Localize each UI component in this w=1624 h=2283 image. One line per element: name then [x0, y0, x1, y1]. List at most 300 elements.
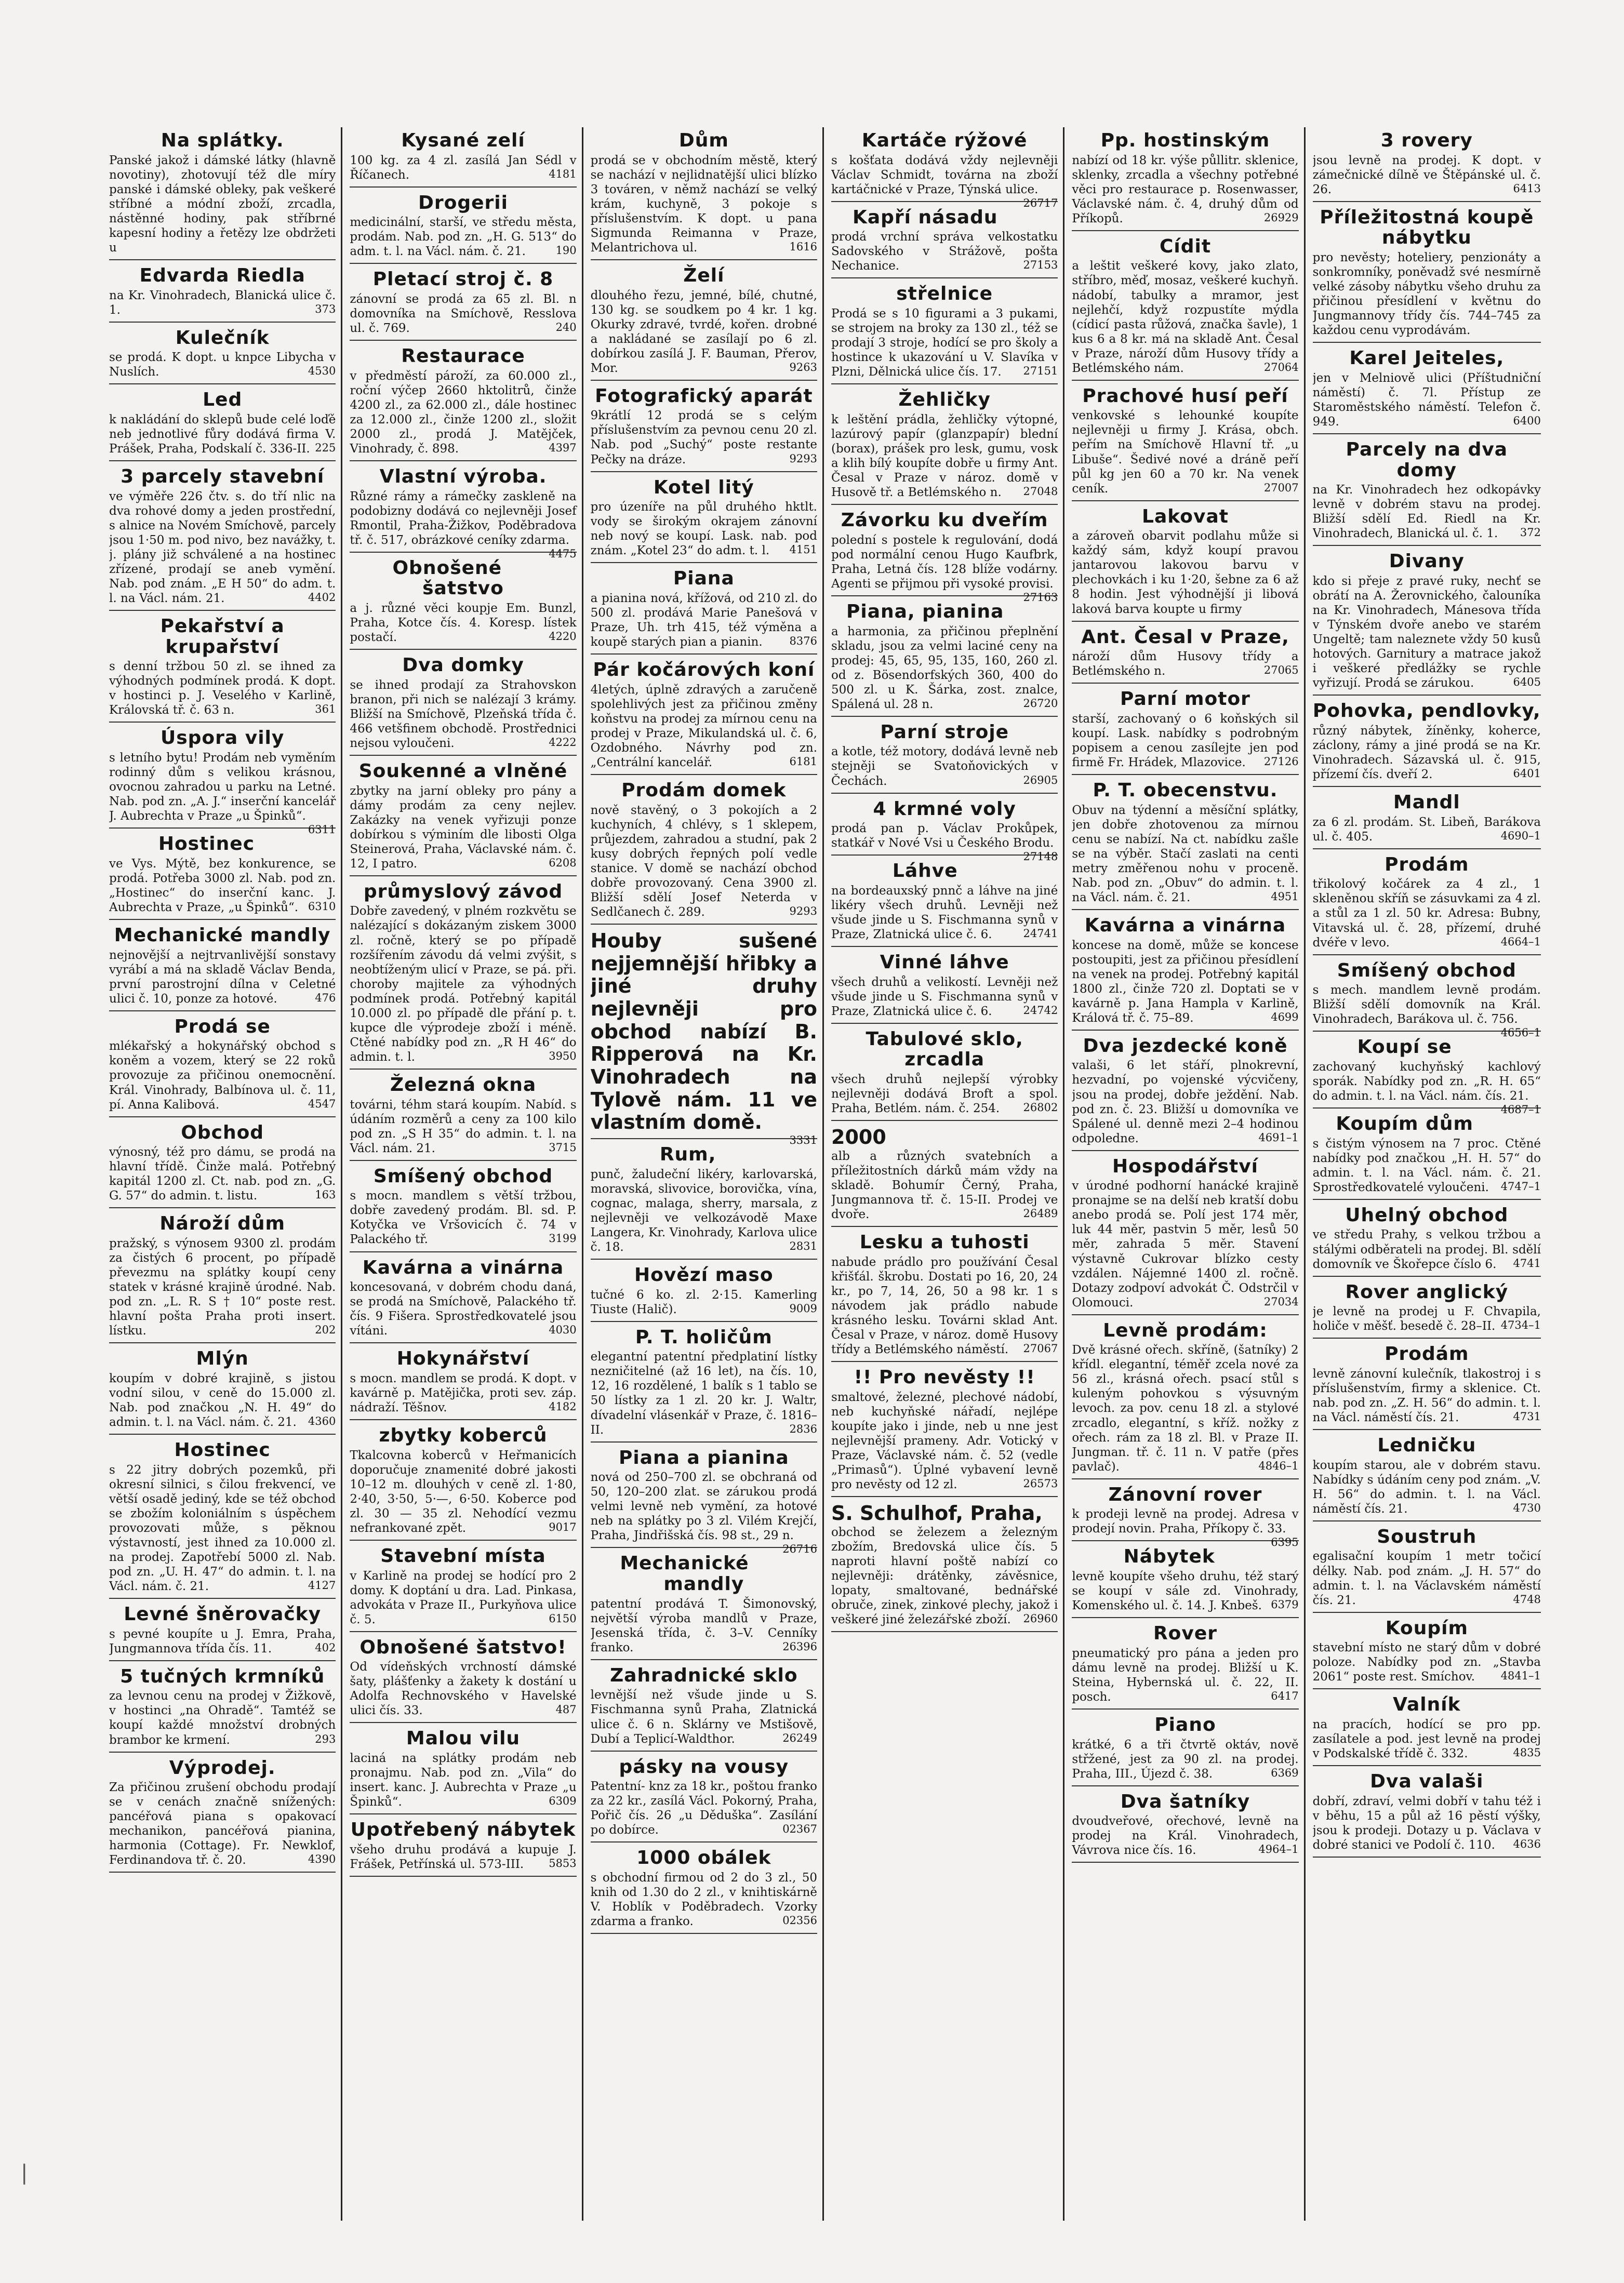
ad-text	[1072, 259, 1298, 375]
ad-title: Pohovka, pendlovky,	[1312, 700, 1541, 722]
ad-body: medicinální, starší, ve středu města, prodám. Nab. pod zn. „H. G. 513“ do adm. t. l. na Václ. nám. č. 21.	[350, 216, 577, 259]
classified-ad	[1313, 1111, 1541, 1200]
ad-code: 4220	[549, 630, 577, 643]
ad-title: Kapří násadu	[852, 206, 998, 228]
ad-text	[109, 1689, 336, 1747]
ad-text	[831, 1149, 1058, 1222]
classified-ad	[109, 1601, 336, 1661]
ad-code: 27163	[1023, 591, 1058, 604]
ad-code: 5853	[549, 1857, 577, 1870]
ad-title: Příležitostná koupě nábytku	[1320, 206, 1534, 249]
classified-ad	[109, 613, 336, 723]
ad-code: 26396	[782, 1640, 817, 1653]
ad-body: pro úzeníře na půl druhého hktlt. vody se širokým okrajem zánovní neb nový se koupí. Lask. nab. pod znám. „Kotel 23“ do adm. t. l.	[590, 500, 817, 558]
ad-body: zbytky na jarní obleky pro pány a dámy prodám za ceny nejlev. Zakázky na venek vyřizuji ponze dobírkou s výminím dle libosti Olga Steinerová, Praha, Václavské nám. č. 12, I patro.	[350, 784, 577, 871]
classified-ad	[1072, 1712, 1298, 1786]
classified-ad	[831, 796, 1058, 863]
ad-text	[1313, 483, 1541, 541]
ad-text	[1072, 712, 1298, 770]
ad-text	[109, 1039, 336, 1112]
ad-text	[1312, 1060, 1541, 1116]
ad-body: pro nevěsty; hoteliery, penzionáty a sonkromníky, poněvadž své nesmírně velké zásoby nábytku všeho druhu za přičinou přesídlení v květnu do Jungmannovy třídy čís. 744–745 za každou cenu vyprodávám.	[1312, 250, 1541, 338]
ad-code: 2831	[789, 1240, 817, 1252]
ad-title: Žehličky	[898, 389, 991, 411]
ad-text	[109, 659, 336, 717]
ad-code: 6369	[1271, 1766, 1299, 1779]
ad-code: 4748	[1513, 1593, 1541, 1606]
ad-code: 6208	[549, 856, 577, 869]
ad-body: s obchodní firmou od 2 do 3 zl., 50 knih od 1.30 do 2 zl., v knihtiskárně V. Hoblík v Poděbradech. Vzorky zdarma a franko.	[590, 1871, 817, 1929]
ad-body: prodá pan p. Václav Prokůpek, statkář v Nové Vsi u Českého Brodu.	[831, 822, 1058, 850]
ad-code: 4734–1	[1500, 1319, 1541, 1332]
ad-code: 4360	[308, 1415, 336, 1428]
ad-code: 4664–1	[1500, 935, 1541, 948]
ad-code: 3715	[549, 1141, 577, 1154]
classified-ad	[831, 386, 1058, 505]
ad-text	[109, 1236, 336, 1338]
ad-text	[591, 1350, 817, 1437]
ad-title: Led	[203, 389, 243, 411]
classified-ad	[1072, 1543, 1298, 1618]
ad-text	[350, 369, 576, 456]
classified-ad	[109, 463, 336, 611]
ad-title: Dva šatníky	[1120, 1791, 1250, 1812]
ad-title: pásky na vousy	[619, 1756, 789, 1778]
ad-body: nabízí od 18 kr. výše půllitr. sklenice, sklenky, zrcadla a všechny potřebné věci pro restaurace p. Rosenwasser, Václavské nám. č. 4, druhý dům od Příkopů.	[1072, 153, 1299, 225]
ad-code: 4687–1	[1500, 1103, 1541, 1116]
classified-ad	[590, 927, 817, 1147]
ad-text	[1072, 649, 1298, 678]
ad-title: Nábytek	[1123, 1546, 1215, 1568]
ad-body: v Karlině na prodej se hodící pro 2 domy. K doptání u dra. Lad. Pinkasa, advokáta v Praze II., Purkyňova ulice č. 5.	[350, 1569, 577, 1626]
ad-body: krátké, 6 a tři čtvrtě oktáv, nově střžené, jest za 90 zl. na prodej. Praha, III., Újezd č. 38.	[1072, 1738, 1299, 1781]
ad-text	[831, 153, 1058, 209]
ad-title: Pletací stroj č. 8	[372, 269, 554, 290]
ad-body: prodá se v obchodním městě, který se nachází v nejlidnatější ulici blízko 3 továren, v němž nachází se velký krám, kuchyně, 3 pokoje s příslušenstvím. K dopt. u pana Sigmunda Reimanna v Praze, Melantrichova ul.	[590, 153, 817, 255]
ad-title: Koupí se	[1357, 1036, 1452, 1058]
ad-code: 402	[315, 1641, 336, 1654]
classified-ad	[109, 1755, 336, 1873]
classified-ad	[1312, 957, 1541, 1039]
classified-ad	[109, 1119, 336, 1209]
ad-body: levně koupíte všeho druhu, též starý se koupí v sále zd. Vinohrady, Komenského ul. č. 14. J. Knbeš.	[1072, 1570, 1299, 1613]
classified-ad	[1072, 624, 1298, 684]
ad-code: 476	[315, 991, 336, 1004]
ad-body: k leštění prádla, žehličky výtopné, lazúrový papír (glanzpapír) blední (borax), prášek pro lesk, gumu, vosk a klih bílý koupíte dobře u firmy Ant. Česal v Praze v nároz. domě v Husově tř. a Betlémského n.	[831, 412, 1058, 500]
ad-title: Levně prodám:	[1103, 1319, 1268, 1341]
classified-ad	[1072, 1317, 1298, 1479]
ad-title: Kartáče rýžové	[861, 130, 1028, 151]
ad-text	[350, 1371, 576, 1415]
ad-code: 9009	[789, 1302, 817, 1315]
ad-code: 4951	[1271, 890, 1299, 903]
ad-body: Od vídeňských vrchností dámské šaty, plášťenky a žakety k dostání u Adolfa Rechnovského v Havelské ulici čís. 33.	[350, 1660, 577, 1718]
ad-body: prodá vrchní správa velkostatku Sadovského v Strážově, pošta Nechanice.	[831, 230, 1058, 273]
ad-column	[350, 127, 583, 2221]
ad-body: s mocn. mandlem s větší tržbou, dobře zavedený prodám. Bl. sd. P. Kotyčka ve Vršovicích č. 74 v Palackého tř.	[350, 1189, 577, 1247]
ad-column	[1313, 127, 1546, 2221]
ad-title: Pár kočárových koní	[593, 659, 815, 681]
ad-body: k prodeji levně na prodej. Adresa v prodejí novin. Praha, Příkopy č. 33.	[1072, 1507, 1299, 1536]
ad-title: Hovězí maso	[634, 1264, 774, 1286]
ad-code: 26929	[1263, 211, 1299, 224]
ad-body: Obuv na týdenní a měsíční splátky, jen dobře zhotovenou za mírnou cenu se nabízí. Na ct. nabídku zašle se na výběr. Stačí zaslati na centi metry změřenou nohu v proceně. Nab. pod zn. „Obuv“ do admin. t. l. na Václ. nám. č. 21.	[1072, 803, 1299, 904]
ad-text	[831, 975, 1058, 1019]
ad-title: Na splátky.	[161, 130, 284, 151]
ad-code: 27148	[1023, 850, 1058, 863]
ad-text	[1072, 153, 1298, 226]
classified-ad	[590, 1445, 817, 1556]
ad-title: Hospodářství	[1112, 1155, 1259, 1177]
classified-ad	[350, 1634, 576, 1724]
classified-ad	[350, 1543, 576, 1632]
ad-body: dlouhého řezu, jemné, bílé, chutné, 130 kg. se soudkem po 4 kr. 1 kg. Okurky zdravé, tvrdé, kořen. drobné a nakládané se zasílají po 6 zl. dobírkou zasílá J. F. Bauman, Přerov, Mor.	[590, 288, 817, 375]
ad-code: 26573	[1023, 1477, 1058, 1490]
classified-ad	[1313, 1279, 1541, 1339]
ad-body: koupím v dobré krajině, s jistou vodní silou, v ceně do 15.000 zl. Nab. pod značkou „N. H. 49“ do admin. t. l. na Václ. nám. č. 21.	[109, 1371, 336, 1430]
ad-title: Prodám	[1385, 853, 1469, 875]
ad-headline: S. Schulhof, Praha,	[831, 1501, 1043, 1525]
ad-text	[350, 1189, 576, 1247]
classified-ad	[831, 281, 1058, 384]
classified-ad	[1072, 912, 1298, 1031]
classified-ad	[591, 1662, 817, 1752]
ad-body: Patentní- knz za 18 kr., poštou franko za 22 kr., zasílá Václ. Pokorný, Praha, Pořič čís. 26 „u Děduška“. Zasílání po dobírce.	[590, 1780, 817, 1837]
ad-title: Kavárna a vinárna	[1084, 914, 1286, 936]
ad-text	[350, 678, 576, 751]
ad-code: 24742	[1023, 1004, 1058, 1017]
ad-code: 293	[315, 1732, 336, 1745]
ad-text	[109, 1145, 336, 1203]
ad-text	[591, 591, 817, 649]
ad-body: 9krátlí 12 prodá se s celým příslušenstvím za pevnou cenu 20 zl. Nab. pod „Suchý“ poste restante Pečky na dráze.	[590, 409, 817, 466]
ad-code: 26249	[782, 1731, 817, 1744]
classified-ad	[591, 1141, 817, 1260]
ad-body: jsou levně na prodej. K dopt. v zámečnické dílně ve Štěpánské ul. č. 26.	[1312, 153, 1541, 196]
ad-code: 8376	[789, 635, 817, 648]
ad-code: 1616	[789, 240, 817, 253]
ad-code: 361	[315, 703, 336, 716]
ad-body: továrni, téhm stará koupím. Nabíd. s údáním rozměrů a ceny za 100 kilo pod zn. „S H 35“ do admin. t. l. na Václ. nám. 21.	[350, 1098, 577, 1155]
classified-ad	[591, 565, 817, 655]
classified-ad	[1072, 1153, 1298, 1315]
ad-code: 26489	[1023, 1207, 1058, 1220]
ad-body: s čistým výnosem na 7 proc. Ctěné nabídky pod značkou „H. H. 57“ do admin. t. l. na Václ. nám. č. 21. Sprostředkovatelé vyloučeni.	[1312, 1137, 1541, 1194]
ad-text	[109, 948, 336, 1006]
ad-body: výnosný, též pro dámu, se prodá na hlavní třídě. Činže malá. Potřebný kapitál 1200 zl. Ct. nab. pod zn. „G. G. 57“ do admin. t. listu.	[109, 1145, 336, 1203]
ad-text	[350, 215, 576, 259]
ad-text	[109, 1371, 336, 1430]
classified-ad	[109, 1663, 336, 1753]
classified-ad	[1313, 1524, 1541, 1613]
ad-text	[109, 751, 336, 836]
ad-code: 6181	[789, 755, 817, 768]
classified-ad	[831, 719, 1058, 794]
ad-text	[591, 1597, 817, 1655]
ad-text	[109, 153, 336, 255]
ad-body: s pevné koupíte u J. Emra, Praha, Jungmannova třída čís. 11.	[109, 1627, 336, 1655]
ad-title: 4 krmné voly	[873, 798, 1016, 820]
ad-body: ve výměře 226 čtv. s. do tří nlic na dva rohové domy a jeden prostřední, s alnice na Novém Smíchově, parcely jsou 1·50 m. pod nivo, bez navážky, t. j. plány již schválené a na hostinec zřízené, prodají se aneb vymění. Nab. pod znám. „E H 50“ do adm. t. l. na Václ. nám. 21.	[109, 489, 336, 605]
ad-code: 27126	[1263, 755, 1299, 768]
ad-code: 6150	[549, 1612, 577, 1625]
classified-ad	[350, 343, 576, 461]
classified-ad	[591, 1262, 817, 1322]
ad-text	[1072, 1569, 1298, 1613]
ad-title: zbytky koberců	[379, 1425, 548, 1447]
classified-ad	[591, 474, 817, 564]
ad-text	[831, 744, 1058, 788]
ad-body: a zároveň obarvit podlahu může si každý sám, když koupí pravou jantarovou lakovou barvu v plechovkách i ku 1·20, šebne za 6 až 8 hodin. Jest výhodnější ji libová laková barva koupte u firmy	[1072, 529, 1299, 616]
ad-headline: 2000	[831, 1126, 886, 1149]
classified-ad	[831, 1026, 1058, 1121]
ad-body: Různé rámy a rámečky zaskleně na podobizny dodává co nejlevněji Josef Rmontil, Praha-Žižkov, Poděbradova tř. č. 517, obrázkové ceníky zdarma.	[350, 489, 577, 547]
ad-title: Divany	[1389, 551, 1465, 572]
ad-body: nově stavěný, o 3 pokojích a 2 kuchyních, 4 chlévy, s 1 sklepem, průjezdem, zahradou a studní, pak 2 kusy dobrých řepných polí vedle stanice. V domě se nachází obchod dobře provozovaný. Cena 3900 zl. Bližší sdělí Josef Neterda v Sedlčanech č. 289.	[590, 803, 817, 919]
ad-text	[1072, 408, 1298, 496]
ad-text	[831, 1072, 1058, 1116]
ad-text	[350, 489, 577, 560]
ad-body: laciná na splátky prodám neb pronajmu. Nab. pod zn. „Vila“ do insert. kanc. J. Aubrechta v Praze „u Špinků“.	[350, 1752, 577, 1809]
ad-text	[1313, 1717, 1541, 1761]
ad-text	[1313, 877, 1541, 950]
ad-body: levnější než všude jinde u S. Fischmanna synů Praha, Zlatnická ulice č. 6 n. Sklárny ve Mstišově, Dubí a Teplicí-Waldthor.	[590, 1688, 817, 1746]
ad-code: 4691–1	[1258, 1131, 1299, 1144]
classified-ad	[1313, 1768, 1541, 1858]
ad-code: 27065	[1263, 664, 1299, 677]
ad-body: za levnou cenu na prodej v Žižkově, v hostinci „na Ohradě“. Tamtéž se koupí každé množství drobných brambor ke krmení.	[109, 1689, 336, 1747]
ad-body: smaltové, železné, plechové nádobí, neb kuchyňské nářadí, nejlépe koupíte jako i jinde, neb u nne jest nejlevnější prameny. Adr. Votický v Praze, Václavské nám. č. 52 (vedle „Primasů“). Úplné vybavení levně pro nevěsty od 12 zl.	[831, 1390, 1058, 1491]
ad-code: 26802	[1023, 1101, 1058, 1114]
ad-body: je levně na prodej u F. Chvapila, holiče v měšť. besedě č. 28–II.	[1312, 1305, 1541, 1333]
ad-text	[1313, 815, 1541, 844]
ad-title: Prodám domek	[621, 780, 787, 802]
ad-text	[350, 153, 576, 182]
ad-text	[350, 1098, 576, 1156]
ad-code: 02356	[782, 1914, 817, 1927]
ad-title: Drogerii	[418, 192, 508, 213]
ad-title: Prodá se	[174, 1016, 271, 1037]
ad-code: 4741	[1513, 1257, 1541, 1270]
ad-code: 27064	[1263, 361, 1299, 373]
ad-text	[350, 601, 576, 645]
ad-text	[1313, 1304, 1541, 1333]
ad-title: Hostinec	[174, 1439, 271, 1461]
ad-text	[1313, 1549, 1541, 1607]
ad-title: Koupím dům	[1336, 1113, 1474, 1135]
ad-code: 190	[555, 244, 577, 257]
ad-text	[1312, 983, 1541, 1039]
ad-code: 202	[315, 1324, 336, 1337]
ad-code: 26960	[1023, 1612, 1058, 1625]
ad-code: 02367	[782, 1823, 817, 1836]
classified-ad	[109, 386, 336, 461]
ad-code: 4181	[549, 167, 577, 180]
ad-title: Vlastní výroba.	[379, 466, 547, 488]
ad-title: 1000 obálek	[636, 1847, 771, 1869]
ad-title: !! Pro nevěsty !!	[854, 1366, 1035, 1388]
ad-body: s 22 jitry dobrých pozemků, při okresní silnici, s čilou frekvencí, ve větší osadě jediný, kde se též obchod se zbožím koloniálním s úspěchem provozovati může, s pěknou výstavností, jest ihned za 10.000 zl. na prodej. Zapotřebí 5000 zl. Nab. pod zn. „U. H. 47“ do admin. t. l. na Václ. nám. č. 21.	[109, 1463, 336, 1594]
ad-text	[1072, 938, 1298, 1025]
ad-code: 27007	[1263, 481, 1299, 494]
ad-title: Lesku a tuhosti	[859, 1232, 1030, 1253]
ad-body: nároží dům Husovy třídy a Betlémského n.	[1072, 650, 1299, 678]
ad-title: Soukenné a vlněné	[358, 760, 568, 782]
ad-title: Soustruh	[1377, 1526, 1477, 1547]
ad-text	[1072, 1343, 1298, 1474]
ad-body: koupím starou, ale v dobrém stavu. Nabídky s údáním ceny pod znám. „V. H. 56“ do admin. t. l. na Václ. náměstí čís. 21.	[1312, 1458, 1541, 1516]
ad-title: Parní stroje	[880, 721, 1009, 743]
ad-text	[591, 408, 817, 466]
ad-code: 4151	[789, 543, 817, 556]
ad-code: 6395	[1271, 1536, 1299, 1549]
ad-code: 6417	[1271, 1689, 1299, 1702]
ad-text	[591, 1688, 817, 1746]
ad-code: 4390	[308, 1853, 336, 1866]
ad-title: Cídit	[1159, 235, 1212, 257]
ad-body: za 6 zl. prodám. St. Libeň, Barákova ul. č. 405.	[1312, 815, 1541, 844]
ad-text	[831, 533, 1058, 604]
ad-text	[109, 1780, 336, 1867]
ad-body: se ihned prodají za Strahovskon branon, při nich se nalézají 3 krámy. Bližší na Smíchově, Plzeňská třída č. 466 vetšfinem obchodě. Prostřednici nejsou vyloučeni.	[350, 678, 577, 750]
ad-code: 4835	[1513, 1746, 1541, 1759]
ad-body: s mocn. mandlem se prodá. K dopt. v kavárně p. Matějička, proti sev. záp. nádraží. Těšnov.	[350, 1371, 577, 1414]
ad-code: 6311	[308, 823, 336, 836]
ad-title: Prachové husí peří	[1082, 385, 1288, 407]
ad-body: zachovaný kuchyňský kachlový sporák. Nabídky pod zn. „R. H. 65“ do admin. t. l. na Václ. nám. čís. 21.	[1312, 1060, 1541, 1103]
ad-body: a j. různé věci koupje Em. Bunzl, Praha, Kotce čís. 4. Koresp. lístek postačí.	[350, 602, 577, 645]
ad-text	[1072, 803, 1298, 905]
classified-ad	[831, 127, 1058, 209]
classified-ad	[831, 1499, 1058, 1632]
ad-code: 6413	[1513, 182, 1541, 195]
ad-code: 4846–1	[1258, 1459, 1299, 1472]
ad-title: Smíšený obchod	[1337, 959, 1516, 981]
ad-title: Kulečník	[175, 327, 270, 349]
classified-ad	[350, 463, 577, 560]
ad-code: 27048	[1023, 485, 1058, 498]
ad-text	[109, 1627, 336, 1656]
ad-text	[831, 1255, 1058, 1357]
classified-ad	[591, 1845, 817, 1934]
ad-title: Mechanické mandly	[620, 1553, 749, 1595]
ad-body: koncesovaná, v dobrém chodu daná, se prodá na Smíchově, Palackého tř. čís. 9 Fišera. Sprostředkovatelé jsou vítáni.	[350, 1280, 577, 1338]
ad-title: Želí	[683, 264, 725, 286]
classified-ad	[350, 1072, 576, 1161]
ad-body: Panské jakož i dámské látky (hlavně novotiny), zhotovují též dle míry panské i dámské obleky, pak veškeré stříbné a módní zboží, zrcadla, nástěnné hodiny, pak stříbrné kapesní hodiny a řetězy lze obdržeti u	[109, 153, 336, 255]
classified-ad	[591, 657, 817, 775]
ad-text	[831, 412, 1058, 500]
ad-body: Za přičinou zrušení obchodu prodají se v cenách značně snížených: pancéřová piana s opakovací mechanikon, pancéřová pianina, harmonia (Cottage). Fr. Newklof, Ferdinandova tř. č. 20.	[109, 1781, 336, 1867]
ad-code: 2836	[789, 1422, 817, 1435]
classified-ad	[109, 325, 336, 385]
ad-title: Dva jezdecké koně	[1083, 1035, 1288, 1057]
classified-ad	[831, 1123, 1058, 1227]
ad-body: jen v Melniově ulici (Příštudniční náměstí) č. 7l. Přístup ze Staroměstského náměstí. Telefon č. 949.	[1312, 371, 1541, 429]
ad-title: Láhve	[892, 860, 958, 882]
ad-code: 27153	[1023, 259, 1058, 272]
ad-code: 6309	[549, 1795, 577, 1808]
ad-body: s košťata dodává vždy nejlevněji Václav Schmidt, továrna na zboží kartáčnické v Praze, Týnská ulice.	[831, 153, 1058, 196]
ad-text	[350, 904, 576, 1064]
ad-title: Dům	[678, 130, 729, 151]
ad-body: pražský, s výnosem 9300 zl. prodám za čistých 6 procent, po případě převezmu na splátky koupí ceny statek v krásné krajině úrodné. Nab. pod zn. „L. R. S † 10“ poste rest. hlavní pošta Praha proti insert. lístku.	[109, 1236, 336, 1338]
ad-title: P. T. holičům	[635, 1326, 773, 1348]
ad-body: egalisační koupím 1 metr točicí délky. Nab. pod znám. „J. H. 57“ do admin. t. l. na Václavském náměstí čís. 21.	[1312, 1550, 1541, 1607]
ad-code: 9263	[789, 361, 817, 373]
classified-ad	[350, 652, 576, 756]
ad-body: kdo si přeje z pravé ruky, nechť se obrátí na A. Žerovnického, čalouníka na Kr. Vinohradech, Mánesova třída v Týnském dvoře anebo ve starém Ungeltě; tam naleznete vždy 50 kusů hotových. Garnitury a matrace jakož i veškeré předlážky se rychle vyřizují. Prodá se zárukou.	[1312, 574, 1541, 690]
ad-text	[591, 1167, 817, 1254]
ad-body: levně zánovní kulečník, tlakostroj i s příslušenstvím, firmy a sklenice. Ct. nab. pod zn. „Z. H. 56“ do admin. t. l. na Václ. náměstí čís. 21.	[1312, 1367, 1541, 1425]
ad-text	[109, 489, 336, 606]
ad-body: v předměstí pároží, za 60.000 zl., roční výčep 2660 hktolitrů, činže 4200 zl., za 62.000 zl., dále hostinec za 12.000 zl., činže 1200 zl., složit 2000 zl., prodá J. Matějček, Vinohrady, č. 898.	[350, 369, 577, 456]
ad-text	[1072, 1507, 1299, 1549]
ad-text	[350, 1843, 576, 1872]
classified-ad	[1072, 233, 1298, 381]
ad-body: tučné 6 ko. zl. 2·15. Kamerling Tiuste (Halič).	[590, 1288, 817, 1316]
ad-text	[350, 292, 576, 336]
classified-ad	[591, 1324, 817, 1443]
ad-body: obchod se železem a železným zbožím, Bredovská ulice čís. 5 naproti hlavní poště nabízí co nejlevněji: drátěnky, závěsnice, lopaty, smaltované, bednářské obruče, zinek, zinkové plechy, jakož i veškeré jiné železářské zboží.	[831, 1525, 1058, 1626]
ad-code: 4730	[1513, 1501, 1541, 1514]
ad-body: 100 kg. za 4 zl. zasílá Jan Sédl v Říčanech.	[350, 153, 577, 182]
ad-text	[109, 288, 336, 317]
ad-text	[1072, 1646, 1298, 1704]
ad-body: 4letých, úplně zdravých a zaručeně spolehlivých jest za přičinou změny koňstvu na prodej za mírnou cenu na prodej v Praze, Mikulandská ul. č. 6, Ozdobného. Návrhy pod zn. „Centrální kancelář.	[590, 683, 817, 769]
ad-code: 4030	[549, 1324, 577, 1337]
ad-body: všech druhů nejlepší výrobky nejlevněji dodává Broft a spol. Praha, Betlém. nám. č. 254.	[831, 1072, 1058, 1116]
ad-text	[350, 1448, 576, 1536]
ad-title: Závorku ku dveřím	[841, 510, 1048, 531]
ad-code: 4656–1	[1500, 1026, 1541, 1039]
classified-ad	[350, 555, 576, 650]
classified-ad	[1072, 127, 1298, 231]
ad-body: s mech. mandlem levně prodám. Bližší sdělí domovník na Král. Vinohradech, Barákova ul. č. 756.	[1312, 983, 1541, 1026]
ad-title: Prodám	[1385, 1343, 1469, 1365]
ad-title: Valník	[1393, 1694, 1461, 1716]
ad-code: 4690–1	[1500, 829, 1541, 842]
ad-body: a kotle, též motory, dodává levně neb stejněji se Svatoňovických v Čechách.	[831, 745, 1058, 788]
ad-code: 27151	[1023, 365, 1058, 378]
ad-title: Obnošené šatstvo	[392, 557, 504, 599]
ad-code: 4547	[308, 1097, 336, 1110]
ad-body: ve středu Prahy, s velkou tržbou a stálými odběrateli na prodej. Bl. sdělí domovník ve Škořepce číslo 6.	[1312, 1228, 1541, 1271]
ad-text	[591, 288, 817, 376]
ad-body: nabude prádlo pro používání Česal křišťál. škrobu. Dostati po 16, 20, 24 kr., po 7, 14, 26, 50 a 98 kr. 1 s návodem jak prádlo nabude krásného lesku. Továrni sklad Ant. Česal v Praze, v nároz. domě Husovy třídy a Betlémského náměstí.	[831, 1255, 1058, 1356]
ad-title: Piano	[1154, 1714, 1216, 1735]
ad-text	[591, 1288, 817, 1317]
classified-ad	[109, 262, 336, 323]
classified-ad	[1313, 548, 1541, 696]
ad-body: v úrodné podhorní hanácké krajině pronajme se na delší neb kratší dobu anebo prodá se. Polí jest 174 měr, luk 44 měr, pastvin 5 měr, lesů 50 měr, zahrada 5 měr. Stavení výstavně Cukrovar blízko cesty vzdálen. Nájemné 1400 zl. ročně. Dotazy zodpoví advokát Č. Odstrčil v Olomouci.	[1072, 1179, 1299, 1310]
classified-ad	[109, 1013, 336, 1117]
classified-ad	[591, 262, 817, 381]
ad-text	[109, 1463, 336, 1594]
ad-body: a leštit veškeré kovy, jako zlato, stříbro, měď, mosaz, veškeré kuchyň. nádobí, tabulky a mramor, jest nejlehčí, když rozpustíte mýdla (cídicí pasta růžová, značka šavle), 1 kus 6 a 8 kr. má na skladě Ant. Česal v Praze, nároží dům Husovy třídy a Betlémského nám.	[1072, 259, 1299, 375]
ad-text	[109, 350, 336, 379]
classified-ad	[1072, 1033, 1298, 1151]
ad-title: 5 tučných krmníků	[120, 1665, 325, 1687]
ad-title: Piana	[673, 568, 735, 590]
ad-code: 225	[315, 441, 336, 454]
ad-text	[831, 1390, 1058, 1492]
classified-ad	[1072, 1620, 1298, 1710]
ad-body: polední s postele k regulování, dodá pod normální cenou Hugo Kaufbrk, Praha, Letná čís. 128 blíže vodárny. Agenti se přijmou při vysoké provisi.	[831, 533, 1058, 591]
ad-body: nejnovější a nejtrvanlivější sonstavy vyrábí a má na skladě Václav Benda, první parostrojní dílna v Celetné ulici č. 10, ponze za hotové.	[109, 948, 336, 1006]
classified-ad	[1072, 777, 1298, 910]
ad-body: k nakládání do sklepů bude celé loďě neb jednotlivé fůry dodává firma V. Prášek, Praha, Podskalí č. 336-II.	[109, 412, 336, 456]
